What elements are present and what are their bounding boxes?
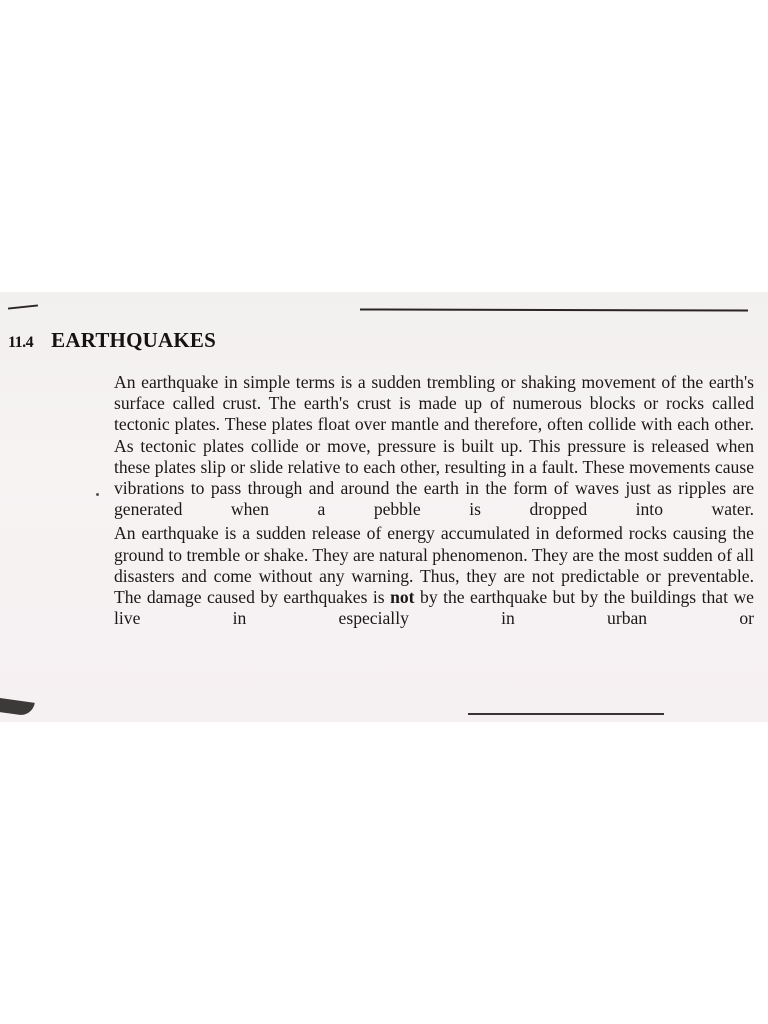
- section-title: EARTHQUAKES: [51, 328, 216, 352]
- scanned-page-strip: [0, 292, 768, 722]
- top-rule-line: [360, 308, 748, 311]
- section-number: 11.4: [8, 334, 34, 351]
- top-left-rule-mark: [8, 304, 38, 309]
- stray-dot-mark: [96, 493, 99, 496]
- paragraph-2-text-a: An earthquake is a sudden release of energy accumulated in deformed rocks causing the ground to tremble or shake. They are natural phenomenon. They are the most sudden of all disasters and come without any warning. Thus, they are not predictable or preventable. The damage caused by earthquakes is: [114, 523, 754, 608]
- paragraph-2-bold-word: not: [390, 587, 415, 608]
- section-body: [114, 372, 754, 629]
- page-edge-shadow: [0, 697, 35, 716]
- bottom-rule-line: [468, 713, 664, 715]
- paragraph-2: [114, 523, 754, 629]
- section-heading: [8, 328, 216, 353]
- paragraph-1: An earthquake in simple terms is a sudden trembling or shaking movement of the earth's surface called crust. The earth's crust is made up of numerous blocks or rocks called tectonic plates. These plates float over mantle and therefore, often collide with each other. As tectonic plates collide or move, pressure is built up. This pressure is released when these plates slip or slide relative to each other, resulting in a fault. These movements cause vibrations to pass through and around the earth in the form of waves just as ripples are generated when a pebble is dropped into water.: [114, 372, 754, 520]
- paragraph-2-text-b: by the earthquake but by the buildings that we live in especially in urban or: [114, 587, 754, 629]
